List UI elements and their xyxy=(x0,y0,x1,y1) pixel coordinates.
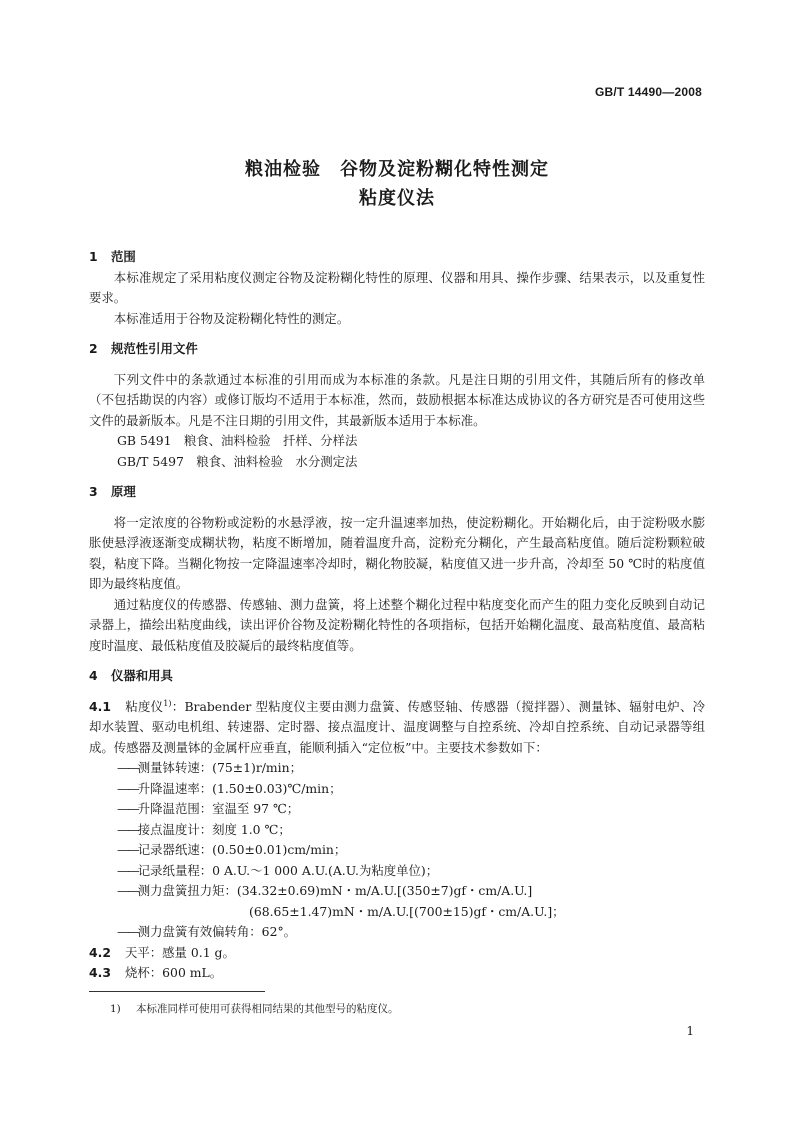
page-number: 1 xyxy=(686,1024,694,1038)
section-heading-normative-references: 2 规范性引用文件 xyxy=(89,341,198,356)
document-body xyxy=(89,247,705,984)
parameter-item: ——测量钵转速：(75±1)r/min； xyxy=(117,760,303,775)
section-heading-scope: 1 范围 xyxy=(89,249,136,264)
paragraph: 本标准规定了采用粘度仪测定谷物及淀粉糊化特性的原理、仪器和用具、操作步骤、结果表示，以及重复性要求。 xyxy=(89,269,705,305)
footnote: 1) 本标准同样可使用可获得相同结果的其他型号的粘度仪。 xyxy=(110,1003,399,1015)
paragraph: 下列文件中的条款通过本标准的引用而成为本标准的条款。凡是注日期的引用文件，其随后所有的修改单（不包括勘误的内容）或修订版均不适用于本标准，然而，鼓励根据本标准达成协议的各方研究是否可使用这些文件的最新版本。凡是不注日期的引用文件，其最新版本适用于本标准。 xyxy=(89,371,705,428)
footnote-reference[interactable]: 1) xyxy=(163,698,172,708)
parameter-item: ——接点温度计：刻度 1.0 ℃； xyxy=(117,821,291,837)
paragraph: 本标准适用于谷物及淀粉糊化特性的测定。 xyxy=(113,310,350,326)
clause-4-2: 4.2 天平：感量 0.1 g。 xyxy=(89,944,235,960)
document-subtitle: 粘度仪法 xyxy=(359,188,435,209)
parameter-continuation: (68.65±1.47)mN・m/A.U.[(700±15)gf・cm/A.U.]； xyxy=(249,903,565,919)
section-heading-apparatus: 4 仪器和用具 xyxy=(89,668,173,683)
clause-4-1: 4.1 粘度仪$^{1)}$：Brabender 型粘度仪主要由测力盘簧、传感竖轴、传感器（搅拌器）、测量钵、辐射电炉、冷却水装置、驱动电机组、转速器、定时器、接点温度计、温度调整与自控系统、冷却自控系统、自动记录器等组成。传感器及测量钵的金属杆应垂直，能顺利插入“定位板”中。主要技术参数如下： xyxy=(89,698,706,755)
parameter-item: ——记录纸量程：0 A.U.～1 000 A.U.(A.U.为粘度单位)； xyxy=(117,862,439,878)
section-heading-principle: 3 原理 xyxy=(89,484,136,499)
reference-item: GB 5491 粮食、油料检验 扦样、分样法 xyxy=(117,433,358,448)
paragraph: 将一定浓度的谷物粉或淀粉的水悬浮液，按一定升温速率加热，使淀粉糊化。开始糊化后，由于淀粉吸水膨胀使悬浮液逐渐变成糊状物，粘度不断增加，随着温度升高，淀粉充分糊化，产生最高粘度值。随后淀粉颗粒破裂，粘度下降。当糊化物按一定降温速率冷却时，糊化物胶凝，粘度值又进一步升高，冷却至 50 ℃时的粘度值即为最终粘度值。 xyxy=(89,514,705,591)
footnote-divider xyxy=(89,991,265,992)
parameter-item: ——测力盘簧有效偏转角：62°。 xyxy=(117,924,297,939)
parameter-item: ——升降温速率：(1.50±0.03)℃/min； xyxy=(117,780,342,796)
reference-item: GB/T 5497 粮食、油料检验 水分测定法 xyxy=(117,453,358,469)
parameter-item: ——记录器纸速：(0.50±0.01)cm/min； xyxy=(117,842,347,857)
parameter-item: ——升降温范围：室温至 97 ℃； xyxy=(117,801,300,816)
clause-4-3: 4.3 烧杯：600 mL。 xyxy=(89,965,223,980)
standard-number: GB/T 14490—2008 xyxy=(594,85,702,99)
document-title: 粮油检验 谷物及淀粉糊化特性测定 xyxy=(245,159,549,180)
parameter-item: ——测力盘簧扭力矩：(34.32±0.69)mN・m/A.U.[(350±7)gf・cm/A.U.] xyxy=(117,883,533,898)
paragraph: 通过粘度仪的传感器、传感轴、测力盘簧，将上述整个糊化过程中粘度变化而产生的阻力变化反映到自动记录器上，描绘出粘度曲线，读出评价谷物及淀粉糊化特性的各项指标，包括开始糊化温度、最高粘度值、最高粘度时温度、最低粘度值及胶凝后的最终粘度值等。 xyxy=(89,596,705,653)
